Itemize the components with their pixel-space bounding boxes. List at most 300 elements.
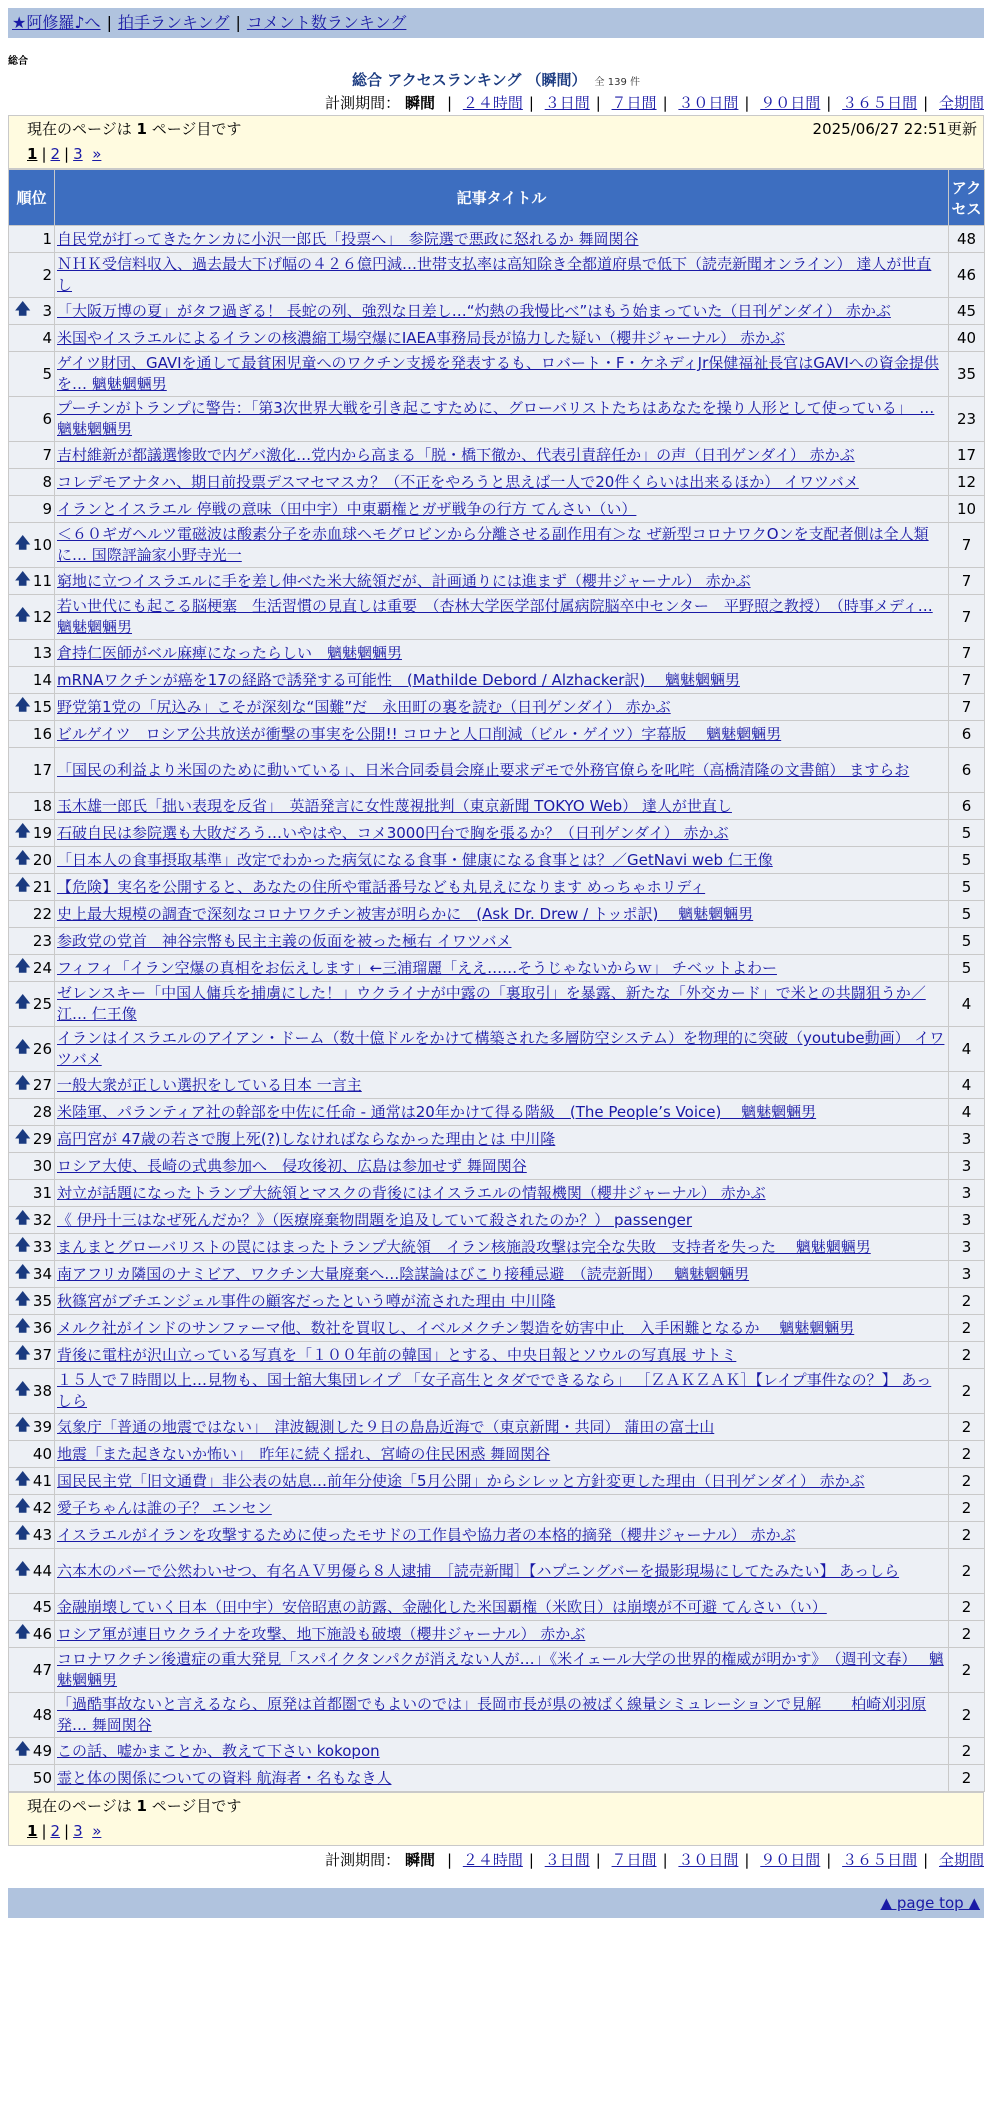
table-row <box>9 496 985 523</box>
table-row <box>9 1261 985 1288</box>
title-cell <box>55 793 949 820</box>
access-count: 2 <box>949 1738 985 1765</box>
rank-up-arrow-icon: 🡅 <box>15 299 31 318</box>
period-link-90d[interactable]: ９０日間 <box>760 1851 821 1869</box>
article-link[interactable]: 霊と体の関係についての資料 航海者・名もなき人 <box>57 1768 392 1787</box>
article-link[interactable]: ゲイツ財団、GAVIを通して最貧困児童へのワクチン支援を発表するも、ロバート・F・ケネディJr保健福祉長官はGAVIへの資金提供を… 魑魅魍魎男 <box>57 354 939 393</box>
table-row <box>9 1126 985 1153</box>
article-link[interactable]: 石破自民は参院選も大敗だろう…いやはや、コメ3000円台で胸を張るか？（日刊ゲンダイ） 赤かぶ <box>57 823 729 842</box>
article-link[interactable]: まんまとグローバリストの罠にはまったトランプ大統領 イラン核施設攻撃は完全な失敗 支持者を失った 魑魅魍魎男 <box>57 1237 871 1256</box>
table-row <box>9 352 985 397</box>
access-count: 5 <box>949 820 985 847</box>
top-nav-bar <box>8 8 984 38</box>
title-cell <box>55 1126 949 1153</box>
title-cell <box>55 874 949 901</box>
title-cell <box>55 325 949 352</box>
title-cell <box>55 1693 949 1738</box>
title-cell <box>55 298 949 325</box>
article-link[interactable]: 自民党が打ってきたケンカに小沢一郎氏「投票へ」 参院選で悪政に怒れるか 舞岡関谷 <box>57 229 639 248</box>
title-cell <box>55 1594 949 1621</box>
rank-cell <box>9 325 55 352</box>
table-row <box>9 1495 985 1522</box>
rank-number: 38 <box>32 1382 52 1400</box>
access-count: 5 <box>949 928 985 955</box>
article-link[interactable]: 参政党の党首 神谷宗幣も民主主義の仮面を被った極右 イワツバメ <box>57 931 512 950</box>
period-link-30d[interactable]: ３０日間 <box>678 1851 739 1869</box>
article-link[interactable]: 窮地に立つイスラエルに手を差し伸べた米大統領だが、計画通りには進まず（櫻井ジャーナル） 赤かぶ <box>57 571 751 590</box>
rank-cell <box>9 1180 55 1207</box>
access-count: 7 <box>949 523 985 568</box>
access-count: 17 <box>949 442 985 469</box>
access-count: 3 <box>949 1207 985 1234</box>
rank-cell <box>9 352 55 397</box>
period-current: 瞬間 <box>404 94 435 112</box>
rank-up-arrow-icon: 🡅 <box>15 875 31 894</box>
rank-number: 34 <box>32 1265 52 1283</box>
rank-number: 19 <box>32 824 52 842</box>
rank-cell <box>9 1027 55 1072</box>
access-count: 3 <box>949 1126 985 1153</box>
title-cell <box>55 1765 949 1792</box>
access-count: 5 <box>949 874 985 901</box>
page-link-3[interactable]: 3 <box>73 145 83 163</box>
rank-cell <box>9 1522 55 1549</box>
page-next-link[interactable]: » <box>92 1822 102 1840</box>
article-link[interactable]: 気象庁「普通の地震ではない」 津波観測した９日の島島近海で（東京新聞・共同） 蒲田の富士山 <box>57 1417 715 1436</box>
article-link[interactable]: 高円宮が 47歳の若さで腹上死(?)しなければならなかった理由とは 中川隆 <box>57 1129 556 1148</box>
period-link-365d[interactable]: ３６５日間 <box>842 94 918 112</box>
table-row <box>9 397 985 442</box>
article-link[interactable]: ゼレンスキー「中国人傭兵を捕虜にした！」ウクライナが中露の「裏取引」を暴露、新たな「外交カード」で米との共闘狙うか／江… 仁王像 <box>57 984 926 1023</box>
rank-number: 39 <box>32 1418 52 1436</box>
rank-up-arrow-icon: 🡅 <box>15 1316 31 1335</box>
rank-cell <box>9 1621 55 1648</box>
rank-cell <box>9 397 55 442</box>
page-links: 1 | 2 | 3 » <box>27 145 102 163</box>
article-link[interactable]: コロナワクチン後遺症の重大発見「スパイクタンパクが消えない人が…」《米イェール大学の世界的権威が明かす》 （週刊文春） 魑魅魍魎男 <box>57 1650 944 1689</box>
rank-up-arrow-icon: 🡅 <box>15 1037 31 1056</box>
page-status: 現在のページは 1 ページ目です <box>27 120 242 138</box>
period-selector-bottom: 計測期間： 瞬間 | ２４時間 | ３日間 | ７日間 | ３０日間 | ９０日間 | ３６５日間 | 全期間 <box>325 1851 984 1869</box>
title-cell <box>55 226 949 253</box>
rank-cell <box>9 640 55 667</box>
article-link[interactable]: ビルゲイツ ロシア公共放送が衝撃の事実を公開!! コロナと人口削減（ビル・ゲイツ）字幕版 魑魅魍魎男 <box>57 724 782 743</box>
article-link[interactable]: 史上最大規模の調査で深刻なコロナワクチン被害が明らかに (Ask Dr. Drew / トッポ訳) 魑魅魍魎男 <box>57 904 754 923</box>
rank-number: 43 <box>32 1526 52 1544</box>
table-row <box>9 1207 985 1234</box>
rank-number: 41 <box>32 1472 52 1490</box>
rank-number: 11 <box>32 572 52 590</box>
table-row <box>9 1522 985 1549</box>
access-count: 3 <box>949 1180 985 1207</box>
table-row <box>9 253 985 298</box>
access-count: 2 <box>949 1648 985 1693</box>
rank-cell <box>9 1594 55 1621</box>
rank-cell <box>9 748 55 793</box>
nav-link-asyura[interactable]: ★阿修羅♪へ <box>12 13 101 32</box>
rank-cell <box>9 901 55 928</box>
rank-number: 24 <box>32 959 52 977</box>
rank-up-arrow-icon: 🡅 <box>15 1235 31 1254</box>
title-cell <box>55 1180 949 1207</box>
rank-number: 4 <box>42 329 52 347</box>
page-top-link[interactable]: ▲ page top ▲ <box>880 1894 980 1912</box>
access-count: 46 <box>949 253 985 298</box>
article-link[interactable]: コレデモアナタハ、期日前投票デスマセマスカ？（不正をやろうと思えば一人で20件くらいは出来るほか） イワツバメ <box>57 472 859 491</box>
rank-up-arrow-icon: 🡅 <box>15 1127 31 1146</box>
article-link[interactable]: ＜６０ギガヘルツ電磁波は酸素分子を赤血球ヘモグロビンから分離させる副作用有＞な ぜ新型コロナワクOンを支配者側は全人類に… 国際評論家小野寺光一 <box>57 525 929 564</box>
header-title: 記事タイトル <box>55 170 949 226</box>
rank-number: 29 <box>32 1130 52 1148</box>
page-status: 現在のページは 1 ページ目です <box>27 1797 242 1815</box>
article-link[interactable]: ロシア軍が連日ウクライナを攻撃、地下施設も破壊（櫻井ジャーナル） 赤かぶ <box>57 1624 586 1643</box>
rank-cell <box>9 469 55 496</box>
rank-number: 49 <box>32 1742 52 1760</box>
access-count: 48 <box>949 226 985 253</box>
table-row <box>9 568 985 595</box>
article-link[interactable]: 米国やイスラエルによるイランの核濃縮工場空爆にIAEA事務局長が協力した疑い（櫻井ジャーナル） 赤かぶ <box>57 328 785 347</box>
table-row <box>9 595 985 640</box>
page-link-2[interactable]: 2 <box>50 145 61 163</box>
table-row <box>9 694 985 721</box>
rank-cell <box>9 1549 55 1594</box>
rank-cell <box>9 1072 55 1099</box>
rank-number: 26 <box>32 1040 52 1058</box>
rank-up-arrow-icon: 🡅 <box>15 569 31 588</box>
rank-up-arrow-icon: 🡅 <box>15 821 31 840</box>
access-count: 5 <box>949 955 985 982</box>
rank-up-arrow-icon: 🡅 <box>15 1208 31 1227</box>
table-row <box>9 1549 985 1594</box>
rank-cell <box>9 1468 55 1495</box>
bottom-bar <box>8 1888 984 1918</box>
article-link[interactable]: 野党第1党の「尻込み」こそが深刻な“国難”だ 永田町の裏を読む（日刊ゲンダイ） 赤かぶ <box>57 697 671 716</box>
table-row <box>9 847 985 874</box>
access-count: 7 <box>949 694 985 721</box>
rank-number: 14 <box>32 671 52 689</box>
rank-number: 30 <box>32 1157 52 1175</box>
nav-link-applause-ranking[interactable]: 拍手ランキング <box>117 13 230 32</box>
table-row <box>9 226 985 253</box>
title-cell <box>55 1072 949 1099</box>
table-row <box>9 1315 985 1342</box>
table-row <box>9 1765 985 1792</box>
rank-cell <box>9 226 55 253</box>
title-cell <box>55 352 949 397</box>
title-cell <box>55 748 949 793</box>
access-count: 7 <box>949 667 985 694</box>
rank-up-arrow-icon: 🡅 <box>15 1622 31 1641</box>
period-link-3d[interactable]: ３日間 <box>544 1851 590 1869</box>
rank-number: 48 <box>32 1706 52 1724</box>
access-count: 6 <box>949 721 985 748</box>
rank-up-arrow-icon: 🡅 <box>15 1559 31 1578</box>
rank-cell <box>9 694 55 721</box>
table-row <box>9 667 985 694</box>
article-link[interactable]: 対立が話題になったトランプ大統領とマスクの背後にはイスラエルの情報機関（櫻井ジャーナル） 赤かぶ <box>57 1183 766 1202</box>
header-rank: 順位 <box>9 170 55 226</box>
access-count: 4 <box>949 1072 985 1099</box>
period-link-3d[interactable]: ３日間 <box>544 94 590 112</box>
rank-cell <box>9 1369 55 1414</box>
article-link[interactable]: 愛子ちゃんは誰の子？ エンセン <box>57 1498 272 1517</box>
rank-up-arrow-icon: 🡅 <box>15 956 31 975</box>
table-row <box>9 1693 985 1738</box>
table-row <box>9 1369 985 1414</box>
article-link[interactable]: イランとイスラエル 停戦の意味（田中宇）中東覇権とガザ戦争の行方 てんさい（い） <box>57 499 637 518</box>
title-cell <box>55 568 949 595</box>
rank-up-arrow-icon: 🡅 <box>15 533 31 552</box>
rank-up-arrow-icon: 🡅 <box>15 1523 31 1542</box>
title-cell <box>55 694 949 721</box>
period-link-all[interactable]: 全期間 <box>938 94 984 112</box>
rank-cell <box>9 721 55 748</box>
table-row <box>9 748 985 793</box>
rank-up-arrow-icon: 🡅 <box>15 992 31 1011</box>
article-link[interactable]: 金融崩壊していく日本（田中宇）安倍昭恵の訪露、金融化した米国覇権（米欧日）は崩壊が不可避 てんさい（い） <box>57 1597 827 1616</box>
article-link[interactable]: 一般大衆が正しい選択をしている日本 一言主 <box>57 1075 362 1094</box>
article-link[interactable]: 倉持仁医師がベル麻痺になったらしい 魑魅魍魎男 <box>57 643 403 662</box>
access-count: 4 <box>949 1099 985 1126</box>
rank-number: 16 <box>32 725 52 743</box>
title-cell <box>55 667 949 694</box>
access-count: 3 <box>949 1234 985 1261</box>
table-row <box>9 1288 985 1315</box>
page <box>8 0 984 1918</box>
rank-number: 23 <box>32 932 52 950</box>
rank-number: 31 <box>32 1184 52 1202</box>
access-count: 40 <box>949 325 985 352</box>
rank-number: 12 <box>32 608 52 626</box>
rank-cell <box>9 298 55 325</box>
rank-cell <box>9 1153 55 1180</box>
title-cell <box>55 1621 949 1648</box>
title-cell <box>55 1648 949 1693</box>
access-count: 35 <box>949 352 985 397</box>
article-link[interactable]: メルク社がインドのサンファーマ他、数社を買収し、イベルメクチン製造を妨害中止 入手困難となるか 魑魅魍魎男 <box>57 1318 855 1337</box>
article-link[interactable]: フィフィ「イラン空爆の真相をお伝えします」←三浦瑠麗「ええ……そうじゃないからｗ」 チベットよわー <box>57 958 777 977</box>
article-link[interactable]: 「過酷事故ないと言えるなら、原発は首都圏でもよいのでは」長岡市長が県の被ばく線量シミュレーションで見解 柏崎刈羽原発… 舞岡関谷 <box>57 1695 927 1734</box>
article-link[interactable]: 吉村維新が都議選惨敗で内ゲバ激化…党内から高まる「脱・橋下徹か、代表引責辞任か」の声（日刊ゲンダイ） 赤かぶ <box>57 445 855 464</box>
access-count: 4 <box>949 1027 985 1072</box>
article-link[interactable]: 地震「また起きないか怖い」 昨年に続く揺れ、宮崎の住民困惑 舞岡関谷 <box>57 1444 551 1463</box>
page-next-link[interactable]: » <box>92 145 102 163</box>
title-cell <box>55 1315 949 1342</box>
rank-number: 8 <box>42 473 52 491</box>
header-access: アクセス <box>949 170 985 226</box>
access-count: 2 <box>949 1315 985 1342</box>
title-cell <box>55 1153 949 1180</box>
rank-cell <box>9 1315 55 1342</box>
rank-number: 1 <box>42 230 52 248</box>
article-link[interactable]: 米陸軍、パランティア社の幹部を中佐に任命 - 通常は20年かけて得る階級 (The People’s Voice) 魑魅魍魎男 <box>57 1102 817 1121</box>
table-row <box>9 1234 985 1261</box>
rank-cell <box>9 847 55 874</box>
title-cell <box>55 901 949 928</box>
article-link[interactable]: 「大阪万博の夏」がタフ過ぎる！ 長蛇の列、強烈な日差し…“灼熱の我慢比べ”はもう始まっていた（日刊ゲンダイ） 赤かぶ <box>57 301 891 320</box>
period-label: 計測期間： <box>325 94 401 112</box>
access-count: 2 <box>949 1288 985 1315</box>
table-row <box>9 901 985 928</box>
table-row <box>9 1441 985 1468</box>
period-link-24h[interactable]: ２４時間 <box>462 1851 523 1869</box>
access-count: 2 <box>949 1693 985 1738</box>
page-links: 1 | 2 | 3 » <box>27 1822 102 1840</box>
rank-up-arrow-icon: 🡅 <box>15 1073 31 1092</box>
table-row <box>9 442 985 469</box>
rank-number: 10 <box>32 536 52 554</box>
access-count: 3 <box>949 1153 985 1180</box>
rank-number: 13 <box>32 644 52 662</box>
rank-number: 27 <box>32 1076 52 1094</box>
ranking-title: 総合 アクセスランキング （瞬間） <box>352 71 587 89</box>
ranking-table <box>8 169 985 1792</box>
article-link[interactable]: ロシア大使、長崎の式典参加へ 侵攻後初、広島は参加せず 舞岡関谷 <box>57 1156 527 1175</box>
rank-number: 28 <box>32 1103 52 1121</box>
article-link[interactable]: 「日本人の食事摂取基準」改定でわかった病気になる食事・健康になる食事とは？／GetNavi web 仁王像 <box>57 850 773 869</box>
article-link[interactable]: 若い世代にも起こる脳梗塞 生活習慣の見直しは重要 （杏林大学医学部付属病院脳卒中センター 平野照之教授） （時事メディ… 魑魅魍魎男 <box>57 597 933 636</box>
table-row <box>9 1180 985 1207</box>
table-row <box>9 640 985 667</box>
rank-number: 6 <box>42 410 52 428</box>
period-link-365d[interactable]: ３６５日間 <box>842 1851 918 1869</box>
title-cell <box>55 595 949 640</box>
title-cell <box>55 1027 949 1072</box>
article-link[interactable]: ＮＨＫ受信料収入、過去最大下げ幅の４２６億円減…世帯支払率は高知除き全都道府県で低下（読売新聞オンライン） 達人が世直し <box>57 255 932 294</box>
nav-separator: | <box>106 13 112 32</box>
rank-number: 2 <box>42 266 52 284</box>
access-count: 2 <box>949 1765 985 1792</box>
title-cell <box>55 1234 949 1261</box>
rank-cell <box>9 1288 55 1315</box>
rank-cell <box>9 667 55 694</box>
rank-up-arrow-icon: 🡅 <box>15 605 31 624</box>
rank-cell <box>9 1441 55 1468</box>
title-cell <box>55 1207 949 1234</box>
article-link[interactable]: イスラエルがイランを攻撃するために使ったモサドの工作員や協力者の本格的摘発（櫻井ジャーナル） 赤かぶ <box>57 1525 796 1544</box>
article-link[interactable]: プーチンがトランプに警告：「第3次世界大戦を引き起こすために、グローバリストたちはあなたを操り人形として使っている」 … 魑魅魍魎男 <box>57 399 935 438</box>
period-link-24h[interactable]: ２４時間 <box>462 94 523 112</box>
access-count: 2 <box>949 1621 985 1648</box>
rank-number: 7 <box>42 446 52 464</box>
article-link[interactable]: 背後に電柱が沢山立っている写真を「１００年前の韓国」とする、中央日報とソウルの写真展 サトミ <box>57 1345 737 1364</box>
rank-cell <box>9 982 55 1027</box>
rank-cell <box>9 928 55 955</box>
access-count: 12 <box>949 469 985 496</box>
nav-link-comment-ranking[interactable]: コメント数ランキング <box>246 13 407 32</box>
rank-cell <box>9 820 55 847</box>
access-count: 2 <box>949 1414 985 1441</box>
rank-up-arrow-icon: 🡅 <box>15 1469 31 1488</box>
access-count: 10 <box>949 496 985 523</box>
rank-number: 44 <box>32 1562 52 1580</box>
article-link[interactable]: 秋篠宮がブチエンジェル事件の顧客だったという噂が流された理由 中川隆 <box>57 1291 556 1310</box>
rank-cell <box>9 1693 55 1738</box>
title-cell <box>55 847 949 874</box>
title-cell <box>55 982 949 1027</box>
table-row <box>9 1027 985 1072</box>
rank-cell <box>9 1207 55 1234</box>
page-current: 1 <box>27 145 38 163</box>
article-link[interactable]: 【危険】実名を公開すると、あなたの住所や電話番号なども丸見えになります めっちゃホリディ <box>57 877 706 896</box>
rank-number: 15 <box>32 698 52 716</box>
rank-up-arrow-icon: 🡅 <box>15 1496 31 1515</box>
rank-up-arrow-icon: 🡅 <box>15 1739 31 1758</box>
article-link[interactable]: 国民民主党「旧文通費」非公表の姑息…前年分使途「5月公開」からシレッと方針変更した理由（日刊ゲンダイ） 赤かぶ <box>57 1471 865 1490</box>
table-row <box>9 721 985 748</box>
rank-cell <box>9 1342 55 1369</box>
rank-cell <box>9 523 55 568</box>
article-link[interactable]: １５人で７時間以上…見物も、国士舘大集団レイプ 「女子高生とタダでできるなら」 ［ＺＡＫＺＡＫ］【レイプ事件なの？】 あっしら <box>57 1371 932 1410</box>
article-link[interactable]: 「国民の利益より米国のために動いている」、日米合同委員会廃止要求デモで外務官僚らを叱咤（高橋清隆の文書館） ますらお <box>57 760 910 779</box>
title-cell <box>55 955 949 982</box>
access-count: 2 <box>949 1522 985 1549</box>
article-link[interactable]: イランはイスラエルのアイアン・ドーム（数十億ドルをかけて構築された多層防空システム）を物理的に突破（youtube動画） イワツバメ <box>57 1029 945 1068</box>
period-link-all[interactable]: 全期間 <box>938 1851 984 1869</box>
article-link[interactable]: mRNAワクチンが癌を17の経路で誘発する可能性 (Mathilde Debord / Alzhacker訳) 魑魅魍魎男 <box>57 670 740 689</box>
article-link[interactable]: 《 伊丹十三はなぜ死んだか？》（医療廃棄物問題を追及していて殺されたのか？） passenger <box>57 1210 693 1229</box>
access-count: 7 <box>949 640 985 667</box>
article-link[interactable]: この話、嘘かまことか、教えて下さい kokopon <box>57 1741 380 1760</box>
access-count: 45 <box>949 298 985 325</box>
period-link-7d[interactable]: ７日間 <box>611 1851 657 1869</box>
rank-number: 37 <box>32 1346 52 1364</box>
title-cell <box>55 1441 949 1468</box>
title-cell <box>55 442 949 469</box>
table-row <box>9 955 985 982</box>
rank-number: 22 <box>32 905 52 923</box>
title-cell <box>55 1495 949 1522</box>
title-cell <box>55 523 949 568</box>
access-count: 2 <box>949 1549 985 1594</box>
rank-number: 33 <box>32 1238 52 1256</box>
page-current: 1 <box>27 1822 38 1840</box>
rank-number: 45 <box>32 1598 52 1616</box>
period-link-7d[interactable]: ７日間 <box>611 94 657 112</box>
period-link-90d[interactable]: ９０日間 <box>760 94 821 112</box>
total-count: 全 139 件 <box>594 77 640 88</box>
rank-up-arrow-icon: 🡅 <box>15 695 31 714</box>
title-cell <box>55 721 949 748</box>
table-row <box>9 1414 985 1441</box>
ranking-heading <box>8 69 984 91</box>
rank-cell <box>9 253 55 298</box>
title-cell <box>55 253 949 298</box>
nav-separator: | <box>235 13 241 32</box>
title-cell <box>55 1261 949 1288</box>
period-link-30d[interactable]: ３０日間 <box>678 94 739 112</box>
access-count: 2 <box>949 1369 985 1414</box>
rank-cell <box>9 955 55 982</box>
rank-number: 20 <box>32 851 52 869</box>
article-link[interactable]: 玉木雄一郎氏「拙い表現を反省」 英語発言に女性蔑視批判（東京新聞 TOKYO Web） 達人が世直し <box>57 796 732 815</box>
page-link-3[interactable]: 3 <box>73 1822 83 1840</box>
rank-number: 9 <box>42 500 52 518</box>
table-row <box>9 982 985 1027</box>
pager-bottom <box>8 1792 984 1846</box>
table-row <box>9 1738 985 1765</box>
article-link[interactable]: 南アフリカ隣国のナミビア、ワクチン大量廃棄へ…陰謀論はびこり接種忌避 （読売新聞） 魑魅魍魎男 <box>57 1264 750 1283</box>
table-row <box>9 1621 985 1648</box>
title-cell <box>55 1099 949 1126</box>
article-link[interactable]: 六本木のバーで公然わいせつ、有名ＡＶ男優ら８人逮捕 ［読売新聞］【ハプニングバーを撮影現場にしてたみたい】 あっしら <box>57 1561 900 1580</box>
rank-number: 35 <box>32 1292 52 1310</box>
page-link-2[interactable]: 2 <box>50 1822 61 1840</box>
rank-cell <box>9 1495 55 1522</box>
access-count: 2 <box>949 1441 985 1468</box>
table-row <box>9 820 985 847</box>
table-row <box>9 1468 985 1495</box>
